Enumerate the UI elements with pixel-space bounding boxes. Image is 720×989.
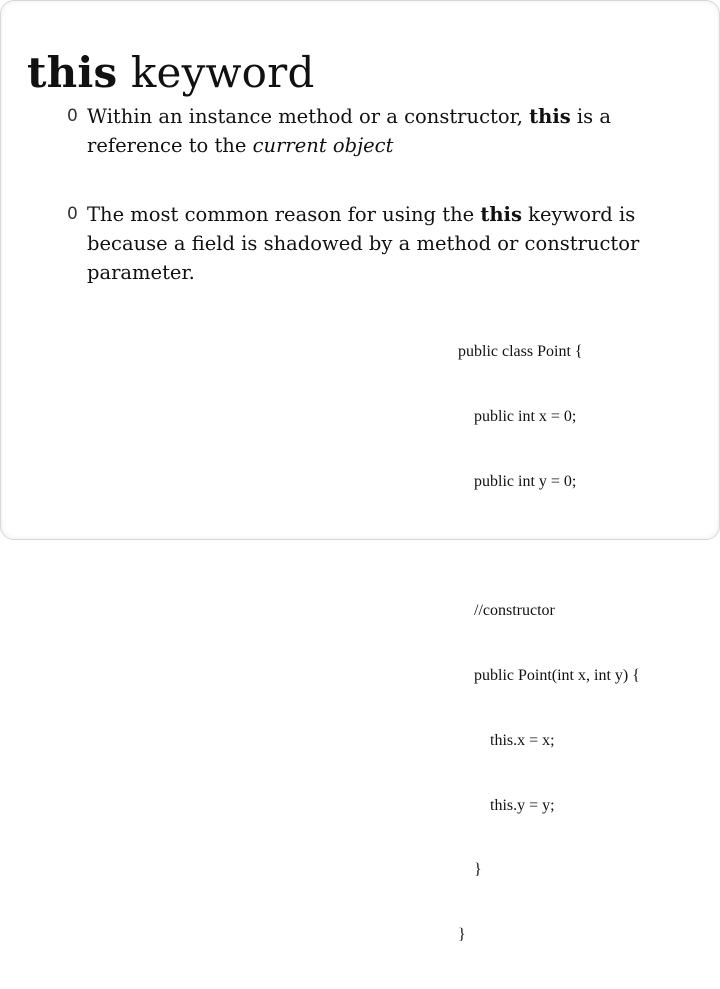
code-line: public int x = 0; — [474, 407, 577, 425]
bullet-emphasis: current object — [252, 134, 394, 157]
bullet-marker: 0 — [67, 204, 78, 224]
code-line: //constructor — [474, 602, 555, 620]
bullet-item-2 — [67, 200, 657, 287]
bullet-marker: 0 — [67, 106, 78, 126]
bullet-text-part: Within an instance method or a constructor, — [87, 105, 530, 128]
slide-title — [27, 45, 315, 101]
code-line: public class Point { — [458, 343, 583, 361]
code-line: } — [474, 861, 482, 879]
bullet-keyword: this — [480, 203, 522, 226]
code-line: public int y = 0; — [474, 472, 577, 490]
bullet-keyword: this — [529, 105, 571, 128]
title-keyword: this — [27, 48, 118, 97]
bullet-text-part: keyword is because a field is shadowed by a method or constructor parameter. — [87, 203, 640, 284]
bullet-item-1 — [67, 102, 657, 160]
code-line: this.y = y; — [490, 796, 555, 814]
code-line — [458, 536, 640, 558]
title-rest: keyword — [117, 48, 315, 97]
bullet-text — [67, 102, 657, 160]
bullet-text — [67, 200, 657, 287]
code-line: } — [458, 926, 466, 944]
code-line: this.x = x; — [490, 731, 555, 749]
code-line: public Point(int x, int y) { — [474, 667, 640, 685]
bullet-text-part: is a reference to the — [87, 105, 611, 157]
bullet-text-part: The most common reason for using the — [87, 203, 481, 226]
code-snippet — [458, 298, 640, 989]
